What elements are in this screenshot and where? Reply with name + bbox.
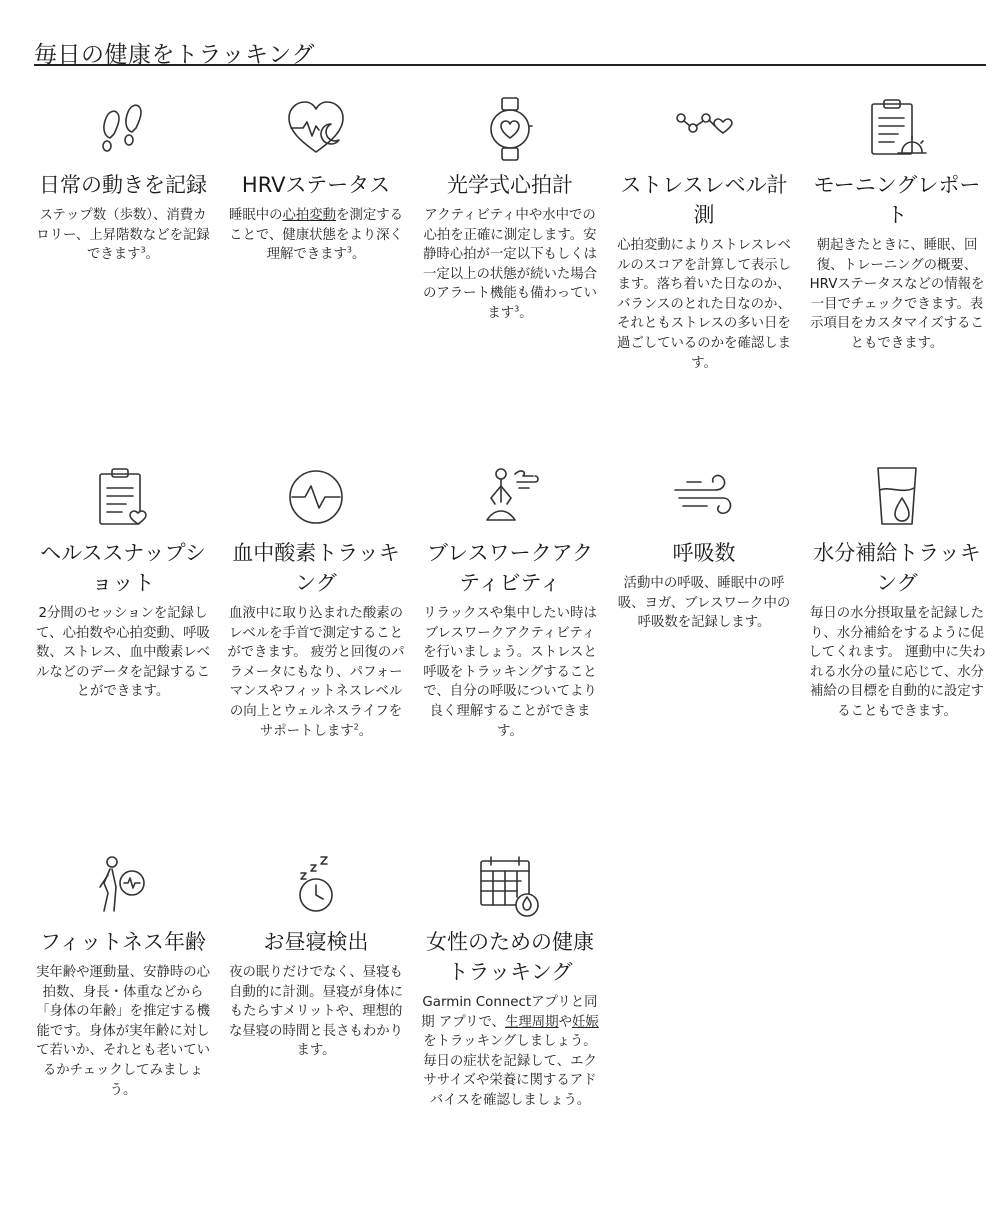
nap-clock-icon — [283, 853, 349, 919]
heart-moon-icon — [283, 96, 349, 162]
feature-description: 実年齢や運動量、安静時の心拍数、身長・体重などから「身体の年齢」を推定する機能です。身体が実年齢に対して若いか、それとも老いているかチェックしてみましょう。 — [35, 965, 211, 1098]
feature-card-breathwork — [421, 464, 599, 741]
feature-description: 朝起きたときに、睡眠、回復、トレーニングの概要、HRVステータスなどの情報を一目でチェックできます。表示項目をカスタマイズすることもできます。 — [809, 238, 985, 351]
feature-title: 血中酸素トラッキング — [232, 541, 400, 595]
watch-heart-icon — [477, 96, 543, 162]
feature-card-morning-report — [808, 96, 986, 354]
feature-grid — [34, 0, 986, 1230]
section-title: 毎日の健康をトラッキング — [34, 42, 315, 68]
feature-description: 2分間のセッションを記録して、心拍数や心拍変動、呼吸数、ストレス、血中酸素レベルなどのデータを記録することができます。 — [35, 606, 211, 700]
feature-title: ストレスレベル計測 — [620, 173, 788, 227]
hydration-glass-icon — [864, 464, 930, 530]
feature-title: 水分補給トラッキング — [813, 541, 981, 595]
feature-description: ステップ数（歩数）、消費カロリー、上昇階数などを記録できます$^3$。 — [36, 208, 210, 263]
pulse-ox-icon — [283, 464, 349, 530]
feature-description: 心拍変動によりストレスレベルのスコアを計算して表示します。落ち着いた日なのか、バランスのとれた日なのか、それともストレスの多い日を過ごしているのかを確認します。 — [616, 238, 792, 371]
feature-card-activity — [34, 96, 212, 265]
feature-description: 活動中の呼吸、睡眠中の呼吸、ヨガ、ブレスワーク中の呼吸数を記録します。 — [617, 576, 791, 631]
feature-card-hydration — [808, 464, 986, 722]
stress-wave-icon — [671, 96, 737, 162]
feature-title: ブレスワークアクティビティ — [427, 541, 593, 595]
feature-description: 毎日の水分摂取量を記録したり、水分補給をするように促してくれます。 運動中に失われる水分の量に応じて、水分補給の目標を自動的に設定することもできます。 — [808, 606, 986, 719]
feature-title: HRVステータス — [241, 173, 391, 197]
feature-title: 光学式心拍計 — [447, 173, 573, 197]
feature-description: 睡眠中の心拍変動を測定することで、健康状態をより深く理解できます$^3$。 — [228, 208, 404, 263]
feature-description: アクティビティ中や水中での心拍を正確に測定します。安静時心拍が一定以下もしくは一定以上の状態が続いた場合のアラート機能も備わっています$^3$。 — [422, 208, 598, 321]
feature-card-pulse-ox — [227, 464, 405, 741]
feature-description: 血液中に取り込まれた酸素のレベルを手首で測定することができます。 疲労と回復のパラメータにもなり、パフォーマンスやフィットネスレベルの向上とウェルネスライフをサポートします$^2$。 — [227, 606, 405, 739]
respiration-wind-icon — [671, 464, 737, 530]
feature-card-stress — [615, 96, 793, 373]
calendar-drop-icon — [477, 853, 543, 919]
feature-card-womens-health — [421, 853, 599, 1111]
menstrual-cycle-link[interactable]: 生理周期 — [505, 1014, 559, 1030]
feature-title: 呼吸数 — [672, 541, 736, 565]
feature-title: 日常の動きを記録 — [39, 173, 207, 197]
feature-description: リラックスや集中したい時はブレスワークアクティビティを行いましょう。ストレスと呼吸をトラッキングすることで、自分の呼吸についてより良く理解することができます。 — [423, 606, 597, 739]
pregnancy-link[interactable]: 妊娠 — [571, 1014, 599, 1030]
feature-card-nap-detection — [227, 853, 405, 1061]
feature-description: 夜の眠りだけでなく、昼寝も自動的に計測。昼寝が身体にもたらすメリットや、理想的な昼寝の時間と長さもわかります。 — [228, 965, 404, 1059]
feature-title: モーニングレポート — [813, 173, 981, 227]
footprints-icon — [90, 96, 156, 162]
fitness-age-icon — [90, 853, 156, 919]
morning-report-icon — [864, 96, 930, 162]
heart-rate-variability-link[interactable]: 心拍変動 — [282, 208, 337, 223]
feature-card-fitness-age — [34, 853, 212, 1100]
health-snapshot-icon — [90, 464, 156, 530]
feature-title: フィットネス年齢 — [39, 930, 207, 954]
breathwork-icon — [477, 464, 543, 530]
feature-title: ヘルススナップショット — [40, 541, 206, 595]
feature-card-health-snapshot — [34, 464, 212, 702]
feature-card-hrv — [227, 96, 405, 265]
feature-description: Garmin Connectアプリと同期 アプリで、生理周期や妊娠をトラッキングしましょう。毎日の症状を記録して、エクササイズや栄養に関するアドバイスを確認しましょう。 — [421, 995, 599, 1108]
feature-card-optical-hr — [421, 96, 599, 324]
feature-title: お昼寝検出 — [263, 930, 369, 954]
feature-title: 女性のための健康トラッキング — [426, 930, 594, 984]
feature-card-respiration — [615, 464, 793, 633]
